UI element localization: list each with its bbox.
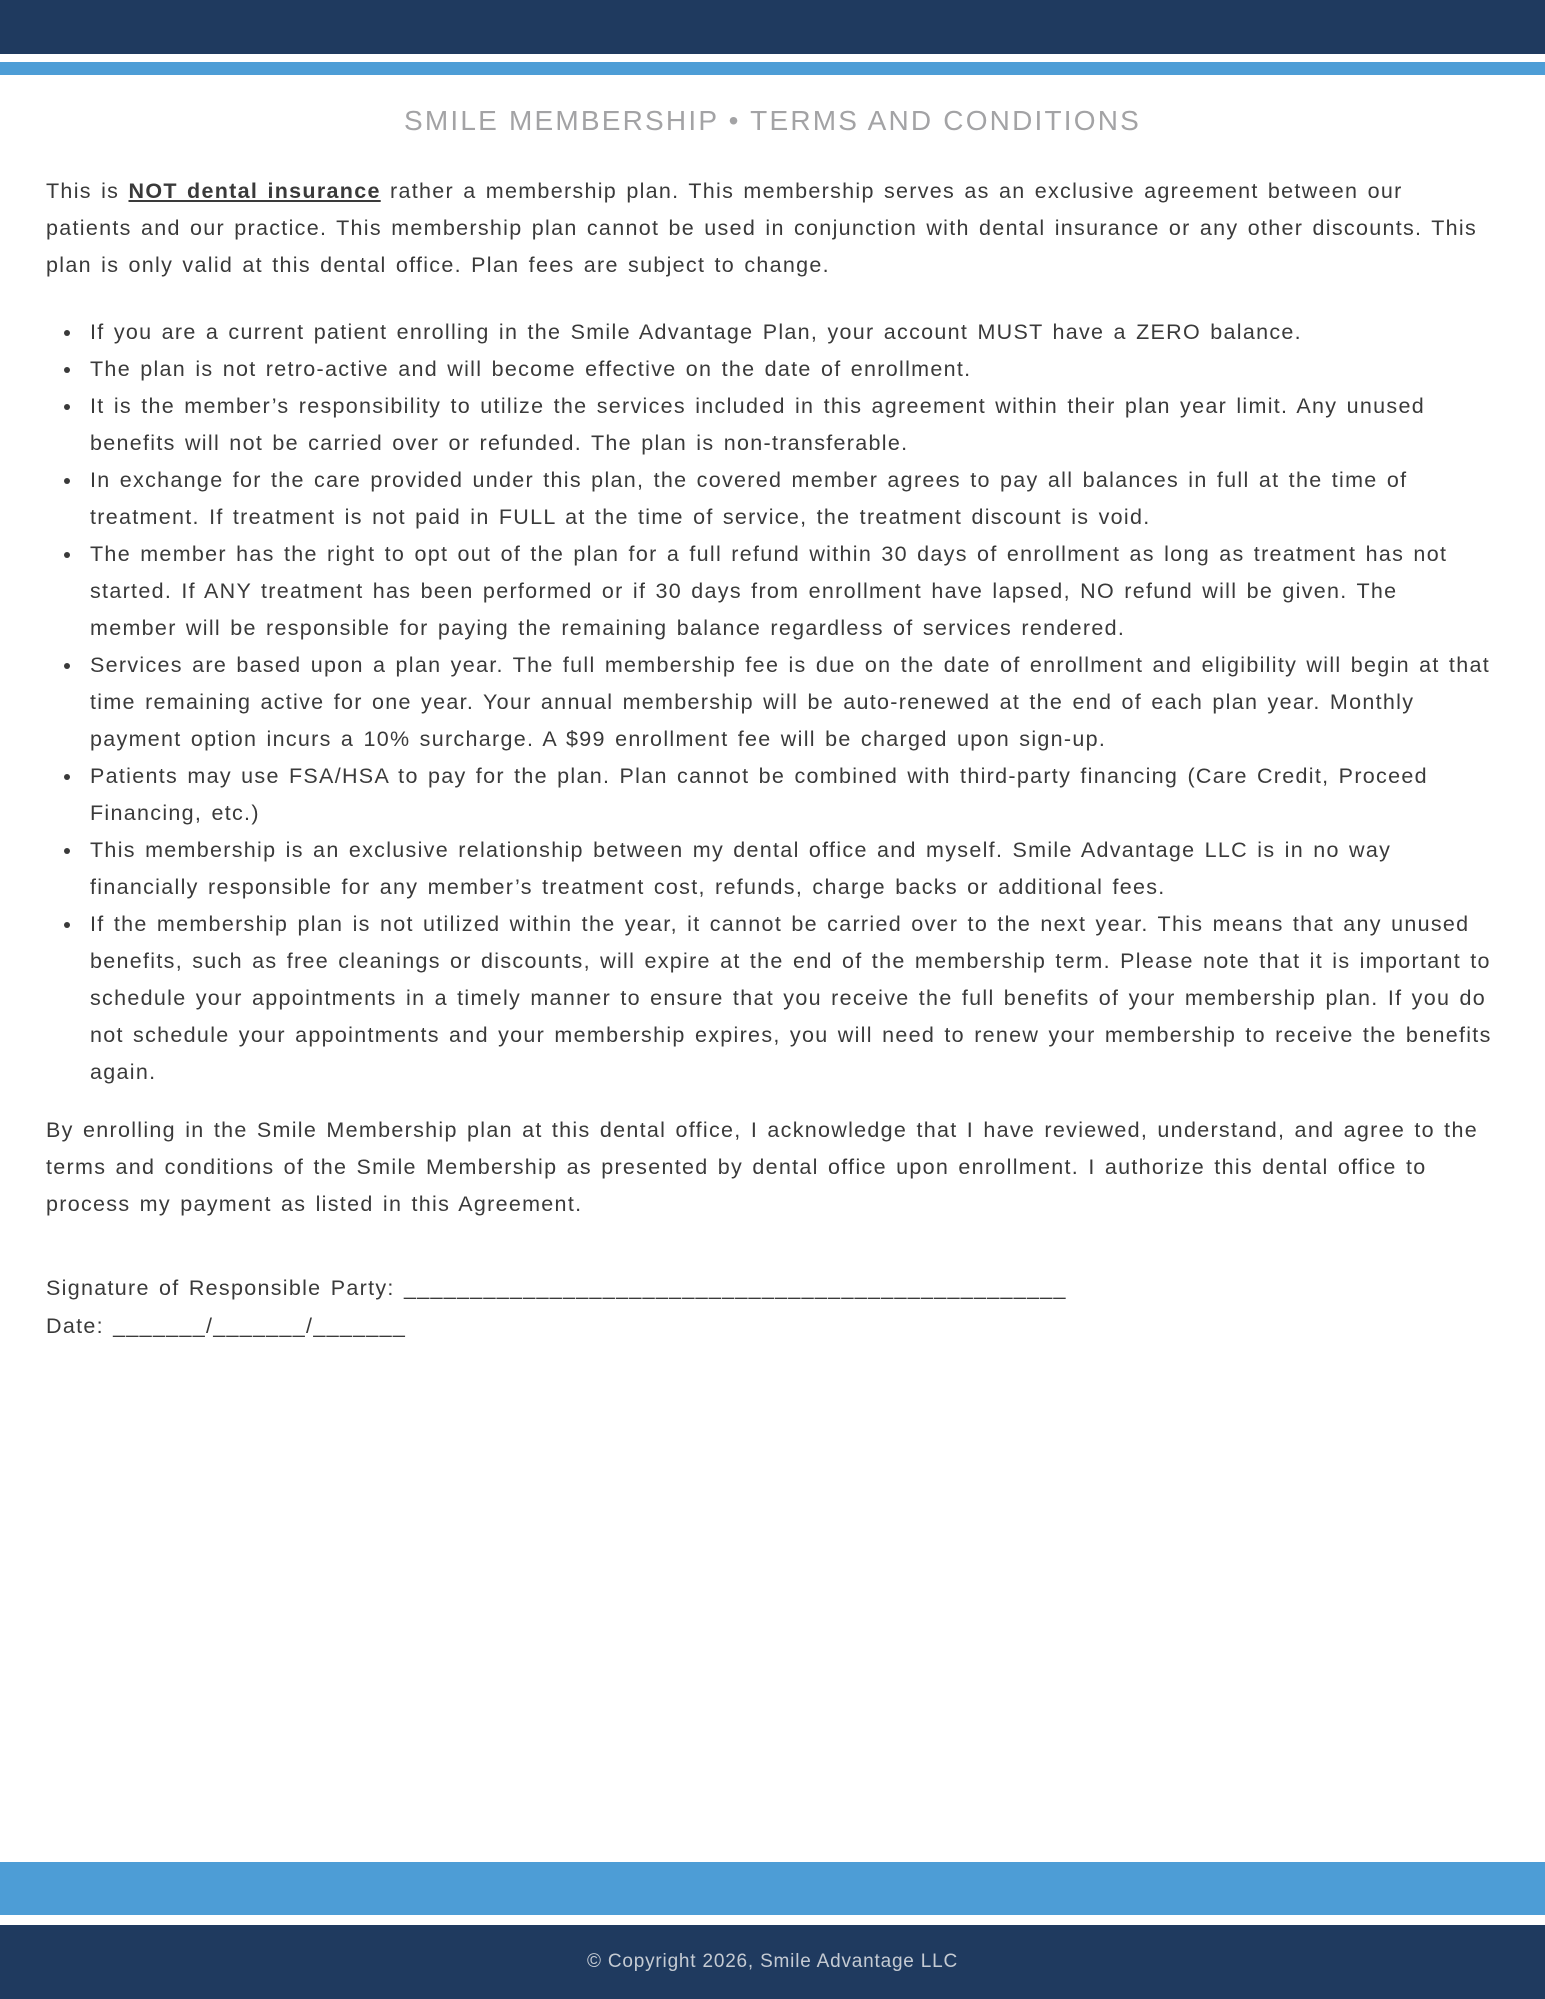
term-item: This membership is an exclusive relationship between my dental office and myself. Smile Advantage LLC is in no way financially responsible for any member’s treatment cost, refunds, charge backs or additional fees. bbox=[90, 832, 1493, 906]
signature-label: Signature of Responsible Party: bbox=[46, 1276, 404, 1300]
footer-navy-band bbox=[0, 1925, 1545, 1999]
date-row bbox=[46, 1307, 1493, 1345]
document-body bbox=[46, 173, 1493, 1345]
copyright-text: © Copyright 2026, Smile Advantage LLC bbox=[586, 1951, 959, 1972]
page-title: SMILE MEMBERSHIP • TERMS AND CONDITIONS bbox=[403, 105, 1142, 136]
signature-row bbox=[46, 1269, 1493, 1307]
intro-suffix: rather a membership plan. This membership serves as an exclusive agreement between our patients and our practice. This membership plan cannot be used in conjunction with dental insurance or any other discounts. This plan is only valid at this dental office. Plan fees are subject to change. bbox=[46, 179, 1478, 277]
header-navy-band bbox=[0, 0, 1545, 54]
term-item: If the membership plan is not utilized within the year, it cannot be carried over to the next year. This means that any unused benefits, such as free cleanings or discounts, will expire at the end of the membership term. Please note that it is important to schedule your appointments in a timely manner to ensure that you receive the full benefits of your membership plan. If you do not schedule your appointments and your membership expires, you will need to renew your membership to receive the benefits again. bbox=[90, 906, 1493, 1091]
term-item: The plan is not retro-active and will become effective on the date of enrollment. bbox=[90, 351, 1493, 388]
intro-emphasis-not-dental-insurance: NOT dental insurance bbox=[128, 179, 381, 203]
date-label: Date: bbox=[46, 1314, 114, 1338]
term-item: Services are based upon a plan year. The full membership fee is due on the date of enrollment and eligibility will begin at that time remaining active for one year. Your annual membership will be auto-renewed at the end of each plan year. Monthly payment option incurs a 10% surcharge. A $99 enrollment fee will be charged upon sign-up. bbox=[90, 647, 1493, 758]
signature-blank-line: __________________________________________________ bbox=[403, 1276, 1067, 1300]
term-item: Patients may use FSA/HSA to pay for the plan. Plan cannot be combined with third-party financing (Care Credit, Proceed Financing, etc.) bbox=[90, 758, 1493, 832]
term-item: If you are a current patient enrolling in the Smile Advantage Plan, your account MUST have a ZERO balance. bbox=[90, 314, 1493, 351]
acknowledgement-paragraph: By enrolling in the Smile Membership plan at this dental office, I acknowledge that I have reviewed, understand, and agree to the terms and conditions of the Smile Membership as presented by dental office upon enrollment. I authorize this dental office to process my payment as listed in this Agreement. bbox=[46, 1118, 1478, 1216]
intro-paragraph bbox=[46, 173, 1493, 284]
header-blue-band bbox=[0, 62, 1545, 75]
signature-section bbox=[46, 1269, 1493, 1345]
terms-list bbox=[46, 314, 1493, 1091]
date-blank-line: _______/_______/_______ bbox=[113, 1314, 407, 1338]
term-item: It is the member’s responsibility to utilize the services included in this agreement within their plan year limit. Any unused benefits will not be carried over or refunded. The plan is non-transferable. bbox=[90, 388, 1493, 462]
term-item: In exchange for the care provided under this plan, the covered member agrees to pay all balances in full at the time of treatment. If treatment is not paid in FULL at the time of service, the treatment discount is void. bbox=[90, 462, 1493, 536]
term-item: The member has the right to opt out of the plan for a full refund within 30 days of enrollment as long as treatment has not started. If ANY treatment has been performed or if 30 days from enrollment have lapsed, NO refund will be given. The member will be responsible for paying the remaining balance regardless of services rendered. bbox=[90, 536, 1493, 647]
footer-blue-band bbox=[0, 1862, 1545, 1915]
intro-prefix: This is bbox=[46, 179, 129, 203]
